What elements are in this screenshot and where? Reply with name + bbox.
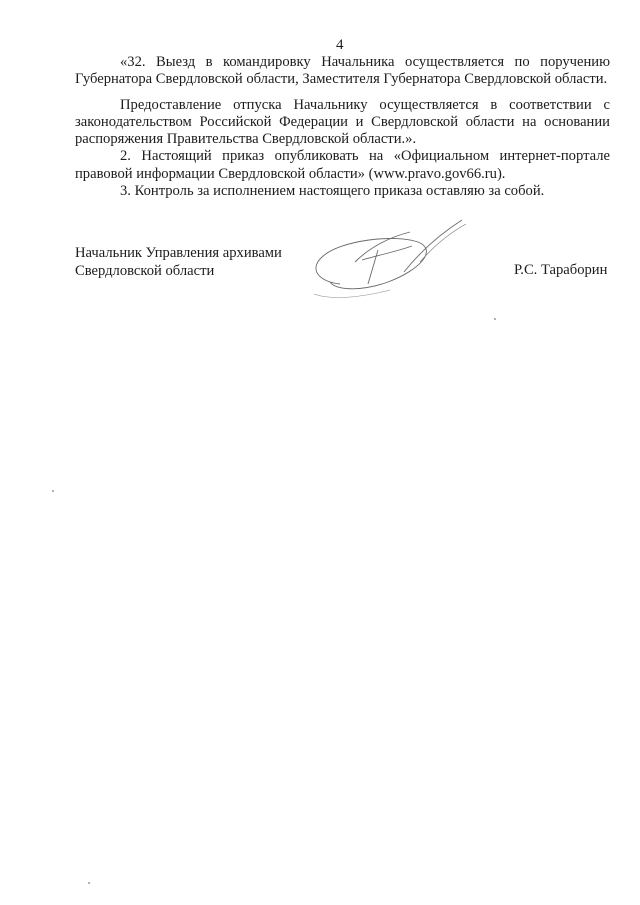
signatory-name: Р.С. Тараборин — [514, 262, 608, 278]
signatory-title-line-2: Свердловской области — [75, 262, 215, 279]
paragraph-control: 3. Контроль за исполнением настоящего приказа оставляю за собой. — [120, 183, 545, 200]
signatory-title — [75, 245, 282, 280]
paragraph-point-32: «32. Выезд в командировку Начальника осуществляется по поручению Губернатора Свердловской области, Заместителя Губернатора Свердловской области. — [75, 54, 610, 88]
page-number: 4 — [336, 37, 344, 53]
scan-speck — [88, 882, 90, 884]
handwritten-signature — [300, 212, 470, 302]
paragraph-vacation: Предоставление отпуска Начальнику осуществляется в соответствии с законодательством Российской Федерации и Свердловской области на основании распоряжения Правительства Свердловской области.». — [75, 96, 610, 148]
document-body — [75, 54, 610, 200]
paragraph-publish-order: 2. Настоящий приказ опубликовать на «Официальном интернет-портале правовой информации Свердловской области» (www.pravo.gov66.ru). — [75, 148, 610, 182]
scan-speck — [52, 490, 54, 492]
scan-speck — [494, 318, 496, 320]
signatory-title-line-1: Начальник Управления архивами — [75, 245, 282, 261]
